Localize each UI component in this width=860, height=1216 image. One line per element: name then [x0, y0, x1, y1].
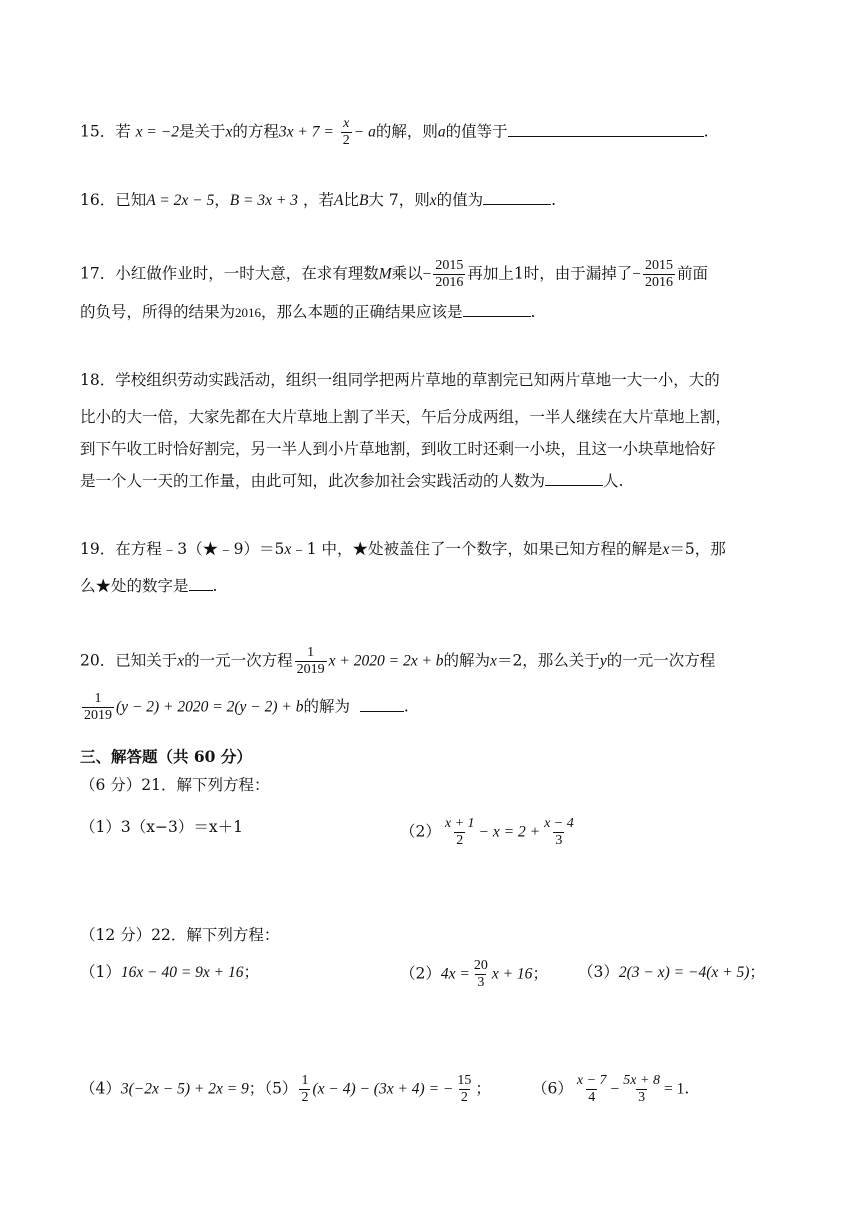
q17-fraction-1: $\frac{2015}{2016}$ — [435, 258, 464, 290]
q17-fraction-2: $\frac{2015}{2016}$ — [645, 258, 674, 290]
q22-fraction-5b: $\frac{15}{2}$ — [457, 1073, 472, 1105]
question-20-line-1: 20．已知关于x的一元一次方程 $\frac{1}{2019}$ x + 2020 = 2x + b的解为x＝2，那么关于y的一元一次方程 — [80, 645, 716, 677]
q22-part-3: （3）2(3 − x) = −4(x + 5)； — [578, 963, 765, 981]
answer-blank-17[interactable] — [463, 302, 531, 317]
question-19-line-2: 么★处的数字是 . — [80, 577, 218, 595]
answer-blank-19[interactable] — [189, 576, 213, 591]
q21-part-2: （2） $\frac{x + 1}{2}$ − x = 2 + $\frac{x - 4}{3}$ — [400, 816, 574, 848]
question-19-line-1: 19．在方程﹣3（★﹣9）＝5x﹣1 中，★处被盖住了一个数字，如果已知方程的解是x＝5，那 — [80, 540, 726, 558]
question-18-line-4: 是一个人一天的工作量，由此可知，此次参加社会实践活动的人数为 人. — [80, 472, 624, 490]
q21-part-1: （1）3（x−3）＝x＋1 — [80, 818, 243, 836]
question-15: 15．若 x = −2是关于x的方程3x + 7 = $\frac{x}{2}$ − a的解，则a的值等于 . — [80, 116, 709, 148]
q21-fraction-1: $\frac{x + 1}{2}$ — [444, 816, 475, 848]
q22-fraction-2: $\frac{20}{3}$ — [473, 958, 488, 990]
q20-fraction-1: $\frac{1}{2019}$ — [296, 645, 325, 677]
q22-fraction-6b: $\frac{5x + 8}{3}$ — [623, 1073, 660, 1105]
section-heading: 三、解答题（共 60 分） — [80, 747, 252, 766]
question-22-heading: （12 分）22．解下列方程： — [80, 926, 280, 944]
q22-part-6: （6） $\frac{x - 7}{4}$ − $\frac{5x + 8}{3}$ = 1. — [532, 1073, 690, 1105]
question-17-line-2: 的负号，所得的结果为2016，那么本题的正确结果应该是 . — [80, 303, 536, 321]
q21-fraction-2: $\frac{x - 4}{3}$ — [544, 816, 574, 848]
q20-fraction-2: $\frac{1}{2019}$ — [84, 691, 112, 723]
q22-part-1: （1）16x − 40 = 9x + 16； — [80, 963, 260, 981]
question-16: 16．已知A = 2x − 5，B = 3x + 3 ，若A比B大 7，则x的值为 . — [80, 191, 557, 209]
answer-blank-16[interactable] — [483, 190, 551, 205]
question-18-line-1: 18．学校组织劳动实践活动，组织一组同学把两片草地的草割完已知两片草地一大一小，大的 — [80, 371, 720, 389]
q15-fraction: $\frac{x}{2}$ — [342, 116, 350, 148]
answer-blank-18[interactable] — [545, 471, 603, 486]
q15-condition: x = −2 — [135, 123, 179, 141]
question-20-line-2: $\frac{1}{2019}$ (y − 2) + 2020 = 2(y − 2) + b的解为 . — [84, 691, 409, 723]
q22-part-2: （2）4x = $\frac{20}{3}$ x + 16； — [400, 958, 548, 990]
q22-part-4-5: （4）3(−2x − 5) + 2x = 9；（5） $\frac{1}{2}$ (x − 4) − (3x + 4) = − $\frac{15}{2}$ ； — [80, 1073, 491, 1105]
question-18-line-3: 到下午收工时恰好割完，另一半人到小片草地割，到收工时还剩一小块，且这一小块草地恰好 — [80, 440, 716, 458]
question-21-heading: （6 分）21．解下列方程： — [80, 776, 270, 794]
q15-equation-left: 3x + 7 = — [278, 123, 334, 141]
answer-blank-15[interactable] — [508, 122, 704, 137]
answer-blank-20[interactable] — [360, 697, 404, 712]
question-18-line-2: 比小的大一倍，大家先都在大片草地上割了半天，午后分成两组，一半人继续在大片草地上割， — [80, 408, 732, 426]
question-17-line-1: 17．小红做作业时，一时大意，在求有理数M乘以− $\frac{2015}{2016}$ 再加上1时，由于漏掉了− $\frac{2015}{2016}$ 前面 — [80, 258, 709, 290]
q22-fraction-6a: $\frac{x - 7}{4}$ — [576, 1073, 607, 1105]
q22-fraction-5a: $\frac{1}{2}$ — [301, 1073, 309, 1105]
